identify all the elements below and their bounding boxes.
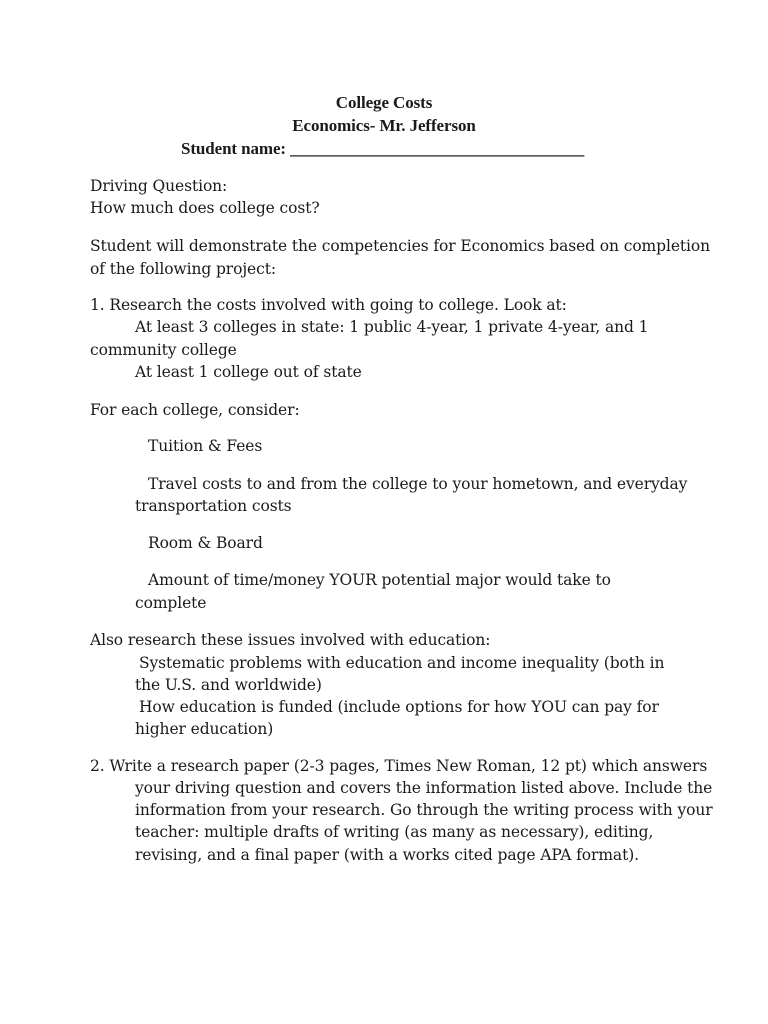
issues-item-2-line-1: How education is funded (include options for how YOU can pay for: [139, 698, 659, 716]
step1-line-2: At least 3 colleges in state: 1 public 4-year, 1 private 4-year, and 1: [135, 318, 649, 336]
step2-line-2: your driving question and covers the information listed above. Include the: [135, 779, 713, 797]
step1-line-1: 1. Research the costs involved with going to college. Look at:: [90, 296, 567, 314]
consider-item-major-line-1: Amount of time/money YOUR potential major would take to: [148, 571, 611, 589]
consider-label: For each college, consider:: [90, 401, 300, 419]
consider-item-travel-line-2: transportation costs: [135, 497, 292, 515]
step1-line-4: At least 1 college out of state: [135, 363, 362, 381]
student-name-line: Student name: ___________________________________: [181, 139, 585, 158]
issues-item-1-line-2: the U.S. and worldwide): [135, 676, 322, 694]
step2-line-3: information from your research. Go through the writing process with your: [135, 801, 713, 819]
intro-line-1: Student will demonstrate the competencies for Economics based on completion: [90, 237, 711, 255]
step2-line-5: revising, and a final paper (with a works cited page APA format).: [135, 846, 639, 864]
document-subtitle: Economics- Mr. Jefferson: [292, 116, 476, 135]
consider-item-room-board: Room & Board: [148, 534, 263, 552]
driving-question-text: How much does college cost?: [90, 199, 320, 217]
issues-label: Also research these issues involved with education:: [90, 631, 491, 649]
step2-line-4: teacher: multiple drafts of writing (as many as necessary), editing,: [135, 823, 654, 841]
consider-item-tuition: Tuition & Fees: [148, 437, 263, 455]
step1-line-3: community college: [90, 341, 237, 359]
consider-item-major-line-2: complete: [135, 594, 207, 612]
driving-question-label: Driving Question:: [90, 177, 228, 195]
intro-line-2: of the following project:: [90, 260, 276, 278]
consider-item-travel-line-1: Travel costs to and from the college to your hometown, and everyday: [148, 475, 688, 493]
issues-item-2-line-2: higher education): [135, 720, 274, 738]
step2-line-1: 2. Write a research paper (2-3 pages, Times New Roman, 12 pt) which answers: [90, 757, 708, 775]
issues-item-1-line-1: Systematic problems with education and income inequality (both in: [139, 654, 665, 672]
document-title: College Costs: [335, 93, 433, 112]
